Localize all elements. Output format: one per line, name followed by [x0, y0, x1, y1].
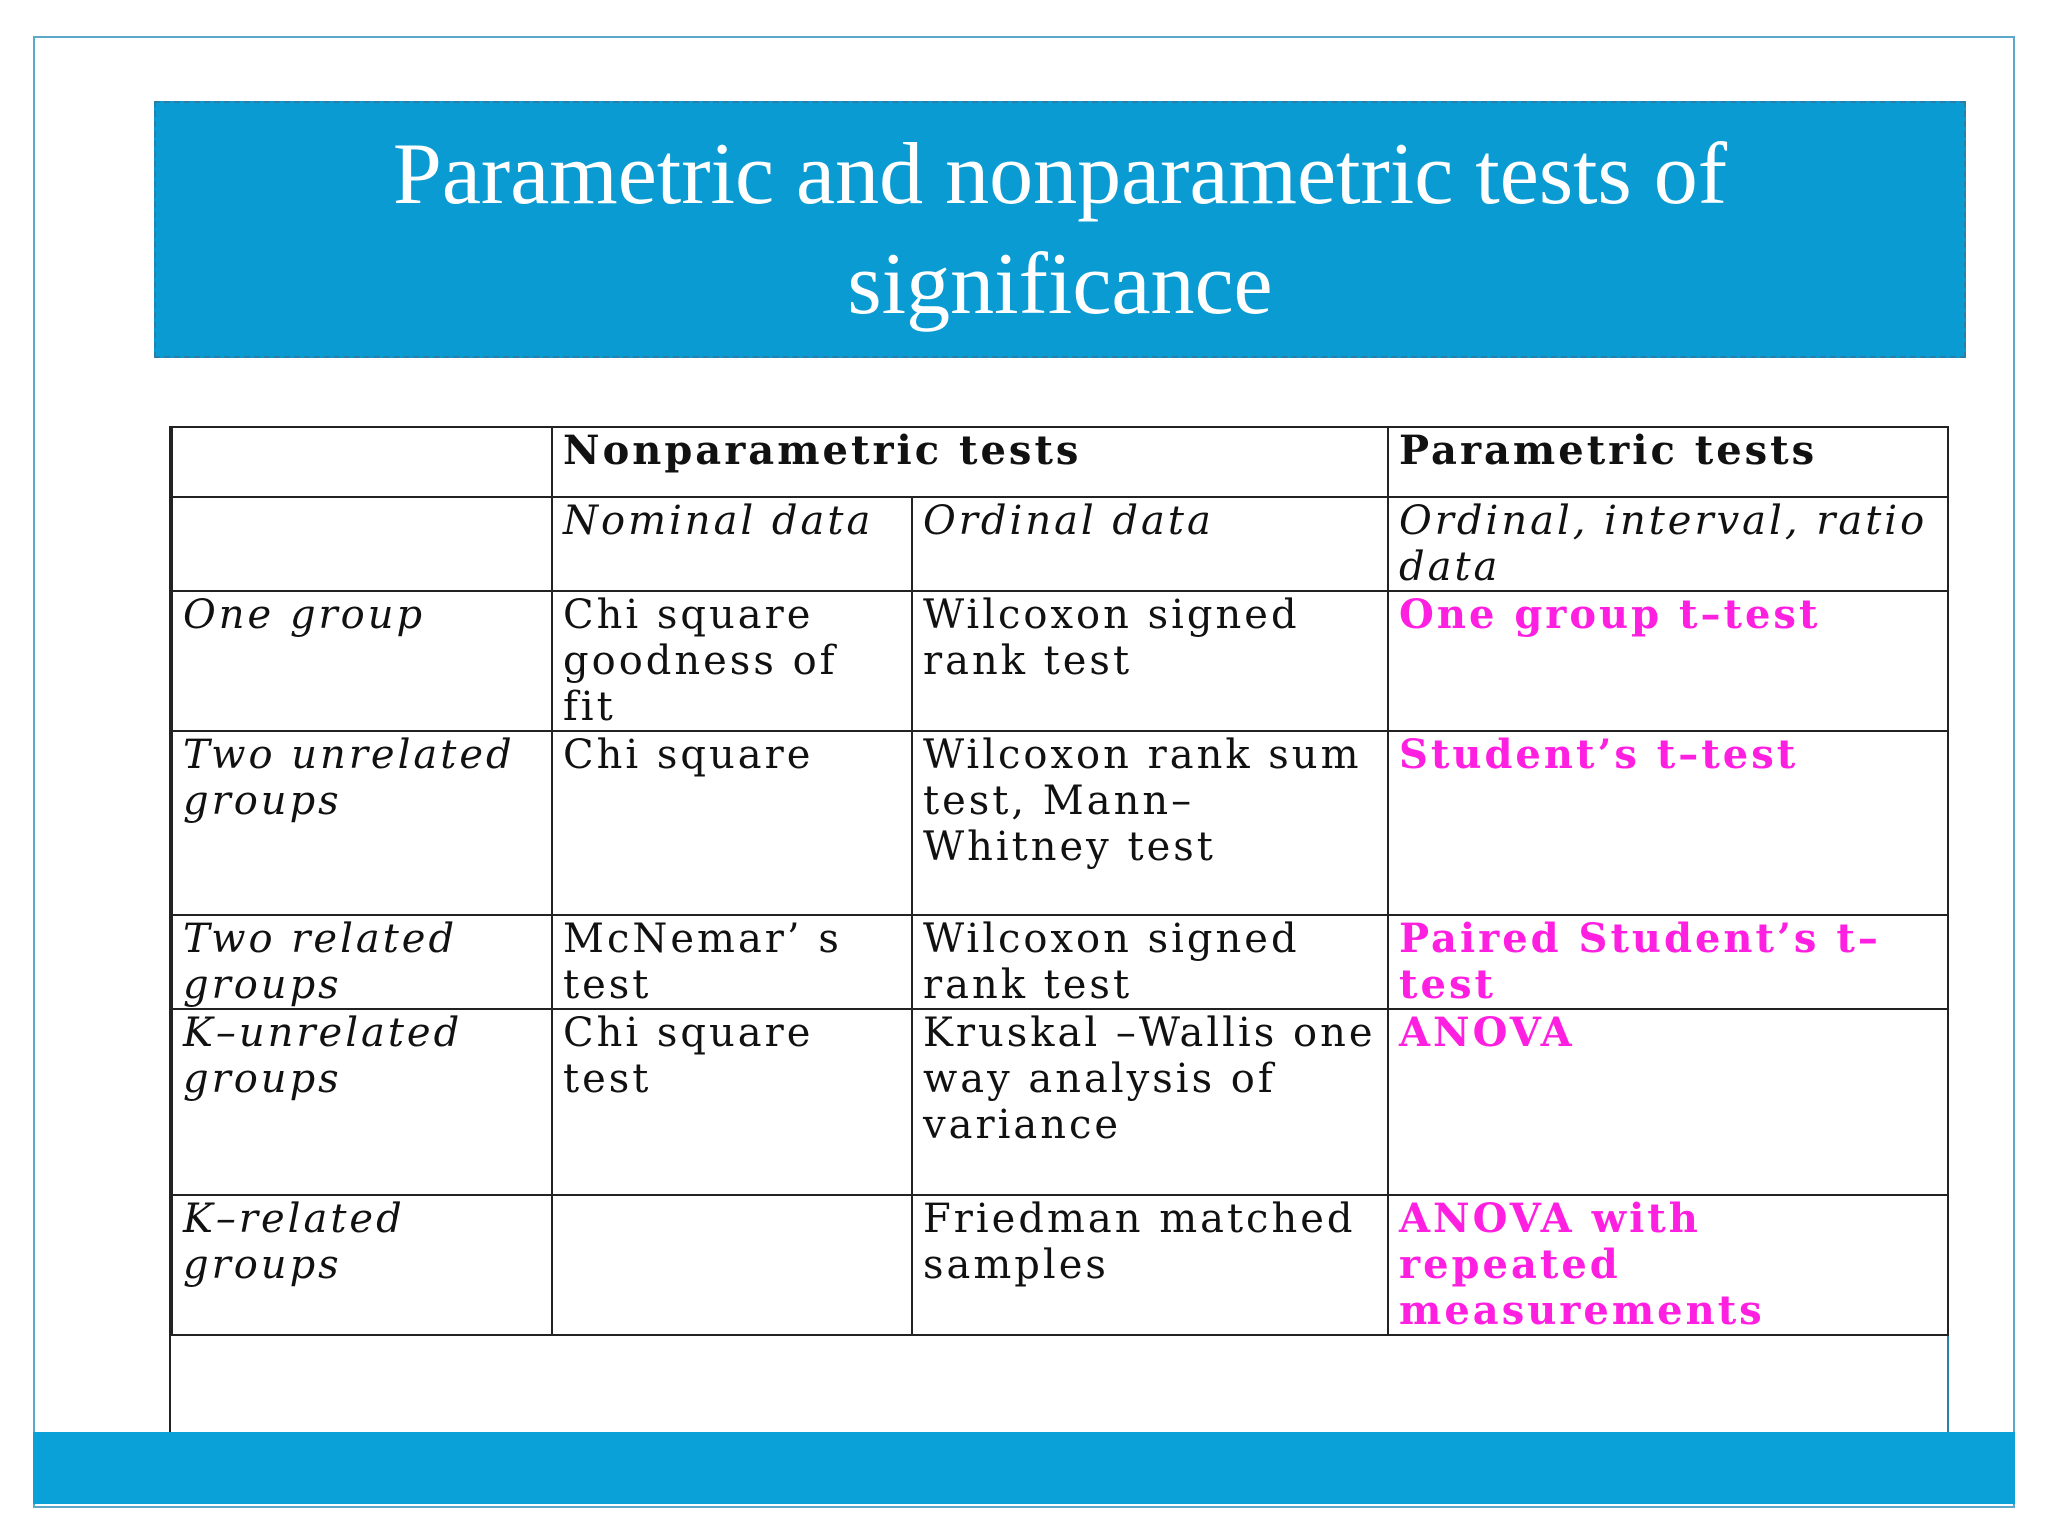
- table-row: [172, 731, 1948, 915]
- table-row: [172, 1009, 1948, 1195]
- header-row: [172, 427, 1948, 497]
- header-empty-cell: [172, 427, 552, 497]
- parametric-subheader: Ordinal, interval, ratio data: [1388, 497, 1948, 591]
- table-row: [172, 1195, 1948, 1335]
- nominal-cell: McNemar’ s test: [552, 915, 912, 1009]
- parametric-header: Parametric tests: [1388, 427, 1948, 497]
- table-row: [172, 915, 1948, 1009]
- parametric-cell: Paired Student’s t–test: [1388, 915, 1948, 1009]
- footer-bar: [33, 1432, 2015, 1504]
- ordinal-cell: Kruskal –Wallis one way analysis of variance: [912, 1009, 1388, 1195]
- row-label: One group: [172, 591, 552, 731]
- ordinal-cell: Wilcoxon signed rank test: [912, 915, 1388, 1009]
- table-row: [172, 591, 1948, 731]
- nominal-cell: [552, 1195, 912, 1335]
- nonparametric-header: Nonparametric tests: [552, 427, 1388, 497]
- table-container: [169, 426, 1949, 1434]
- ordinal-cell: Wilcoxon rank sum test, Mann–Whitney test: [912, 731, 1388, 915]
- parametric-cell: Student’s t–test: [1388, 731, 1948, 915]
- subheader-row: [172, 497, 1948, 591]
- parametric-cell: ANOVA with repeated measurements: [1388, 1195, 1948, 1335]
- slide-title: Parametric and nonparametric tests of significance: [392, 125, 1728, 333]
- nominal-cell: Chi square: [552, 731, 912, 915]
- row-label: Two unrelated groups: [172, 731, 552, 915]
- tests-table: [171, 426, 1949, 1336]
- row-label: Two related groups: [172, 915, 552, 1009]
- nominal-subheader: Nominal data: [552, 497, 912, 591]
- parametric-cell: One group t–test: [1388, 591, 1948, 731]
- ordinal-cell: Friedman matched samples: [912, 1195, 1388, 1335]
- nominal-cell: Chi square test: [552, 1009, 912, 1195]
- row-label: K–unrelated groups: [172, 1009, 552, 1195]
- nominal-cell: Chi square goodness of fit: [552, 591, 912, 731]
- parametric-cell: ANOVA: [1388, 1009, 1948, 1195]
- row-label: K–related groups: [172, 1195, 552, 1335]
- subheader-empty-cell: [172, 497, 552, 591]
- title-banner: [154, 101, 1966, 358]
- ordinal-subheader: Ordinal data: [912, 497, 1388, 591]
- ordinal-cell: Wilcoxon signed rank test: [912, 591, 1388, 731]
